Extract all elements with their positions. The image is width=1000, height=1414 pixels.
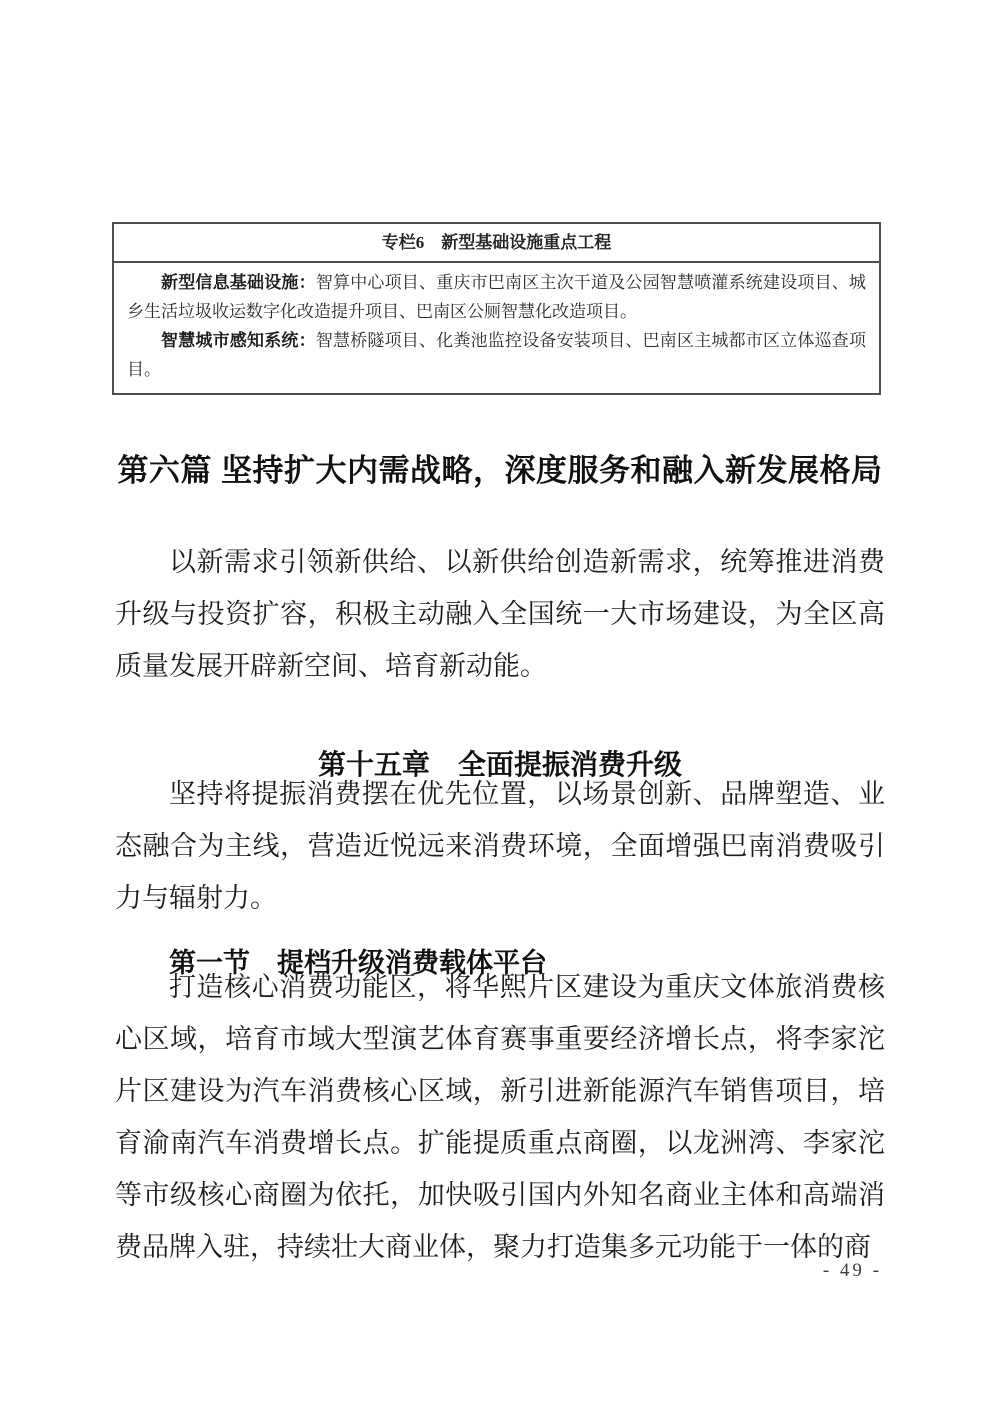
chapter-paragraph: 坚持将提振消费摆在优先位置，以场景创新、品牌塑造、业态融合为主线，营造近悦远来消费环境，全面增强巴南消费吸引力与辐射力。 [115,779,885,913]
section-heading: 第一节 提档升级消费载体平台 [169,948,547,978]
callout-box [112,222,881,395]
chapter-heading: 第十五章 全面提振消费升级 [317,749,682,781]
callout-box-title: 专栏6 新型基础设施重点工程 [114,224,879,263]
callout-item-info-infrastructure [127,268,866,326]
part-heading: 第六篇 坚持扩大内需战略，深度服务和融入新发展格局 [117,452,883,488]
callout-box-body [114,263,879,393]
callout-item-smart-city [127,326,866,384]
section-paragraph: 打造核心消费功能区，将华熙片区建设为重庆文体旅消费核心区域，培育市域大型演艺体育赛事重要经济增长点，将李家沱片区建设为汽车消费核心区域，新引进新能源汽车销售项目，培育渝南汽车消费增长点。扩能提质重点商圈，以龙洲湾、李家沱等市级核心商圈为依托，加快吸引国内外知名商业主体和高端消费品牌入驻，持续壮大商业体，聚力打造集多元功能于一体的商 [115,972,885,1262]
part-intro-paragraph: 以新需求引领新供给、以新供给创造新需求，统筹推进消费升级与投资扩容，积极主动融入全国统一大市场建设，为全区高质量发展开辟新空间、培育新动能。 [115,547,885,681]
page-number: - 49 - [822,1260,882,1281]
callout-item-lead: 智慧城市感知系统： [161,331,316,350]
callout-item-text: 智慧桥隧项目、化粪池监控设备安装项目、巴南区主城都市区立体巡查项目。 [127,331,867,379]
callout-item-lead: 新型信息基础设施： [161,273,316,292]
callout-item-text: 智算中心项目、重庆市巴南区主次干道及公园智慧喷灌系统建设项目、城乡生活垃圾收运数字化改造提升项目、巴南区公厕智慧化改造项目。 [127,273,867,321]
